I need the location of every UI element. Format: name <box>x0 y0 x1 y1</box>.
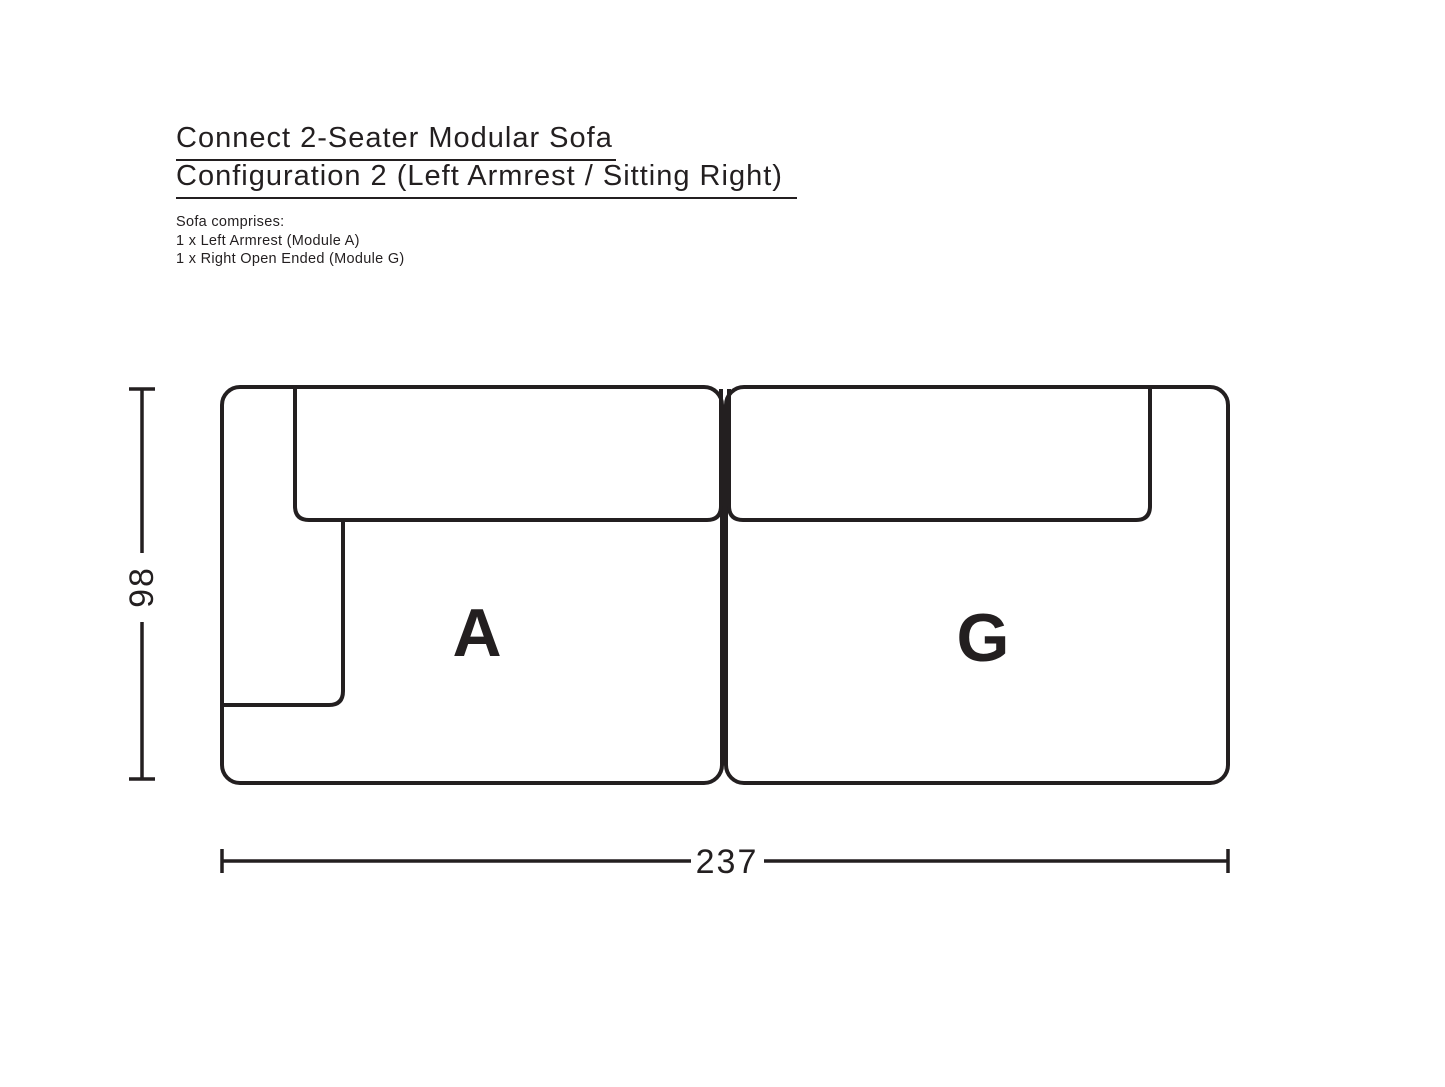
module-g-outline <box>726 387 1228 783</box>
page-title-text-2: Configuration 2 (Left Armrest / Sitting Right) <box>176 157 797 199</box>
height-dimension-label: 98 <box>123 566 161 608</box>
comprises-item-module-a: 1 x Left Armrest (Module A) <box>176 232 360 249</box>
comprises-heading: Sofa comprises: <box>176 214 285 230</box>
module-a-label: A <box>452 595 502 671</box>
module-g-backrest-line <box>729 387 1150 520</box>
width-dimension-label: 237 <box>695 843 759 881</box>
module-a-backrest-line <box>295 387 721 520</box>
page-title-text-1: Connect 2-Seater Modular Sofa <box>176 119 616 161</box>
module-g-label: G <box>956 600 1010 676</box>
comprises-item-module-g: 1 x Right Open Ended (Module G) <box>176 251 405 268</box>
module-a-armrest-line <box>223 520 343 705</box>
